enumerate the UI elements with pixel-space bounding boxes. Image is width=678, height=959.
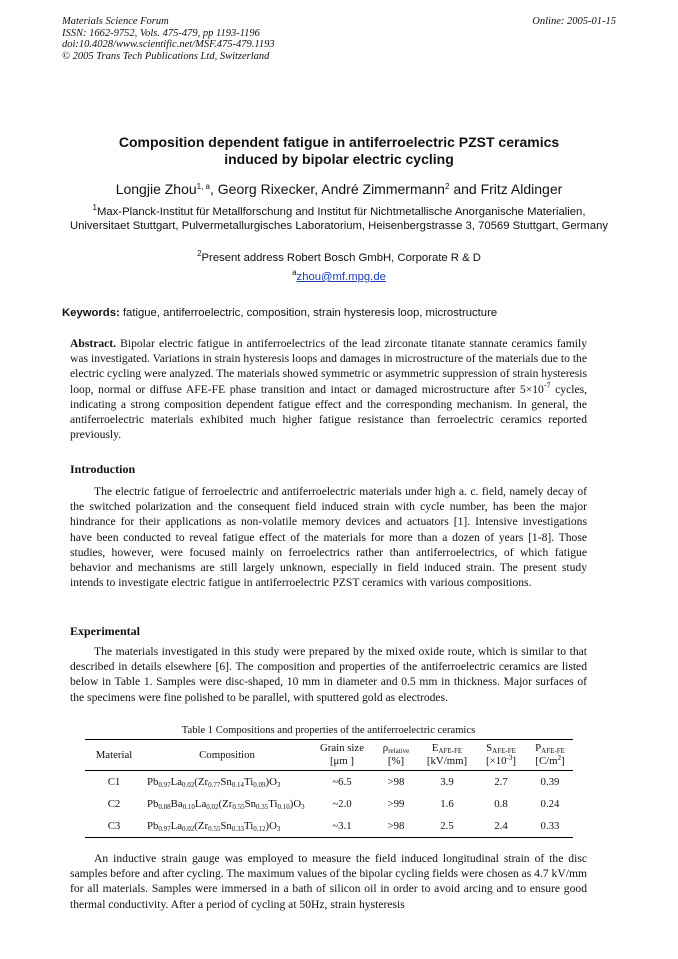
cell-composition [143,771,311,794]
cell-material: C2 [107,798,121,810]
formula-subscript: 0.88 [158,803,171,811]
affiliation-1-text: Max-Planck-Institut für Metallforschung and Institut für Nichtmetallische Anorganische Materialien, Universitaet Stuttgart, Pulvermetallurgisches Laboratorium, Heisenbergstrasse 3, 70569 Stuttgart, Germany [69,206,609,232]
formula-element: (Zr [194,776,209,788]
affiliation-2-text: Present address Robert Bosch GmbH, Corporate R & D [201,252,481,264]
experimental-paragraph: The materials investigated in this study were prepared by the mixed oxide route, which is similar to that described in details elsewhere [6]. The composition and properties of the antiferroelectric ceramics are listed below in Table 1. Samples were disc-shaped, 10 mm in diameter and 0.5 mm in thickness. Major surfaces of the specimens were fine polished to be parallel, with sputtered gold as electrodes. [70,645,587,704]
s-label [477,742,525,755]
doi-line: doi:10.4028/www.scientific.net/MSF.475-479.1193 [62,39,275,50]
cell-rho: >98 [387,776,405,788]
formula-subscript: 0.35 [256,803,269,811]
cell-rho: >99 [387,798,405,810]
rho-subscript: relative [388,747,410,755]
formula-element: Ti [244,776,254,788]
keywords [62,306,616,320]
formula-subscript: 0.02 [182,781,195,789]
copyright-line: © 2005 Trans Tech Publications Ltd, Switzerland [62,50,270,62]
abstract-text-1: Bipolar electric fatigue in antiferroelectrics of the lead zirconate titanate stannate ceramics family was investigated. Variations in strain hysteresis loops and damages in microstructure of the materials due to the electric cycling were analyzed. The materials showed symmetric or asymmetric suppression of strain hysteresis loop, normal or diffuse AFE-FE phase transition and intact or damaged microstructure after 5×10 [70,337,587,396]
formula-subscript: 0.14 [231,781,244,789]
keywords-text: fatigue, antiferroelectric, composition, strain hysteresis loop, microstructure [119,307,498,319]
abstract-exponent: -7 [543,380,551,390]
experimental-heading: Experimental [70,624,140,638]
rho-label [375,742,417,755]
introduction-paragraph: The electric fatigue of ferroelectric and antiferroelectric materials under high a. c. field, namely decay of the switched polarization and the consequent field induced strain with cycle number, has been the major hindrance for their applications as non-volatile memory devices and actuators [1]. Intensive investigations have been conducted to reveal fatigue effect of the materials for more than a dozen of years [1-8]. Those studies, however, were focused mainly on ferroelectrics rather than antiferroelectrics, of which fatigue behavior and mechanisms are still largely unknown, especially in field induced strain. The present study intends to investigate electric fatigue in antiferroelectric PZST ceramics with various compositions. [70,485,587,590]
paper-title [62,134,616,168]
formula-subscript: 0.97 [158,781,171,789]
col-grain-size [311,740,373,771]
p-unit-post: ] [561,755,565,767]
formula-element: (Zr [194,820,209,832]
e-symbol: E [431,742,439,754]
formula-element: Sn [244,798,256,810]
journal-name: Materials Science Forum [62,16,169,27]
formula-element: Ti [268,798,278,810]
cell-grain: ~2.0 [332,798,352,810]
col-field [419,740,475,771]
author-1-affiliation-mark: 1, a [196,182,210,191]
author-2-3: , Georg Rixecker, André Zimmermann [210,181,445,197]
keywords-label: Keywords: [62,307,120,319]
col-polarization [527,740,573,771]
title-line-1: Composition dependent fatigue in antiferroelectric PZST ceramics [118,134,560,150]
rho-unit: [%] [387,755,405,767]
cell-composition [143,815,311,838]
formula-subscript: 0.02 [206,803,219,811]
cell-e: 2.5 [419,815,475,838]
p-unit-exp: 2 [557,754,562,762]
s-subscript: AFE-FE [492,747,516,755]
p-unit-pre: [C/m [535,755,558,767]
formula-element: Pb [147,820,159,832]
issn-line: ISSN: 1662-9752, Vols. 475-479, pp 1193-1196 [62,27,260,39]
abstract [70,336,587,442]
affiliation-1 [62,205,616,233]
formula-element: Ti [244,820,254,832]
cell-material: C1 [107,776,121,788]
cell-e: 3.9 [440,776,454,788]
formula-element: Ba [170,798,183,810]
e-subscript: AFE-FE [438,747,463,755]
s-unit-exp: -3 [506,754,513,762]
online-date: Online: 2005-01-15 [532,16,616,27]
table-row [85,771,573,794]
formula-subscript: 0.97 [158,825,171,833]
email-link[interactable]: zhou@mf.mpg.de [296,271,386,283]
cell-grain: ~6.5 [332,776,352,788]
formula-subscript: 0.09 [253,781,266,789]
abstract-label: Abstract. [70,337,117,350]
formula-element: )O [265,776,277,788]
p-unit [529,755,571,768]
p-symbol: P [535,742,542,754]
formula-subscript: 3 [276,825,281,833]
s-unit [477,755,525,768]
col-density [373,740,419,771]
col-strain [475,740,527,771]
title-line-2: induced by bipolar electric cycling [224,151,454,167]
measurement-paragraph: An inductive strain gauge was employed to measure the field induced longitudinal strain of the disc samples before and after cycling. The maximum values of the bipolar cycling fields were chosen as 4.7 kV/mm for all materials. Samples were immersed in a bath of silicon oil in order to avoid arcing and to ensure good thermal conductivity. After a period of cycling at 50Hz, strain hysteresis [70,852,587,911]
formula-element: La [194,798,207,810]
formula-element: Pb [147,798,159,810]
formula-subscript: 0.77 [208,781,221,789]
p-label [529,742,571,755]
cell-s: 2.7 [494,776,508,788]
formula-element: Pb [147,776,159,788]
formula-subscript: 0.55 [208,825,221,833]
author-list [62,180,616,198]
cell-composition [143,793,311,815]
e-label [421,742,473,755]
table-row [85,793,573,815]
s-symbol: S [486,742,493,754]
grain-unit: [μm ] [329,755,355,767]
cell-p: 0.24 [540,798,560,810]
author-4: and Fritz Aldinger [449,181,563,197]
formula-element: )O [265,820,277,832]
table-caption: Table 1 Compositions and properties of the antiferroelectric ceramics [181,725,476,736]
formula-subscript: 3 [301,803,305,811]
p-subscript: AFE-FE [541,747,565,755]
cell-s: 0.8 [494,798,508,810]
formula-subscript: 0.55 [232,803,245,811]
cell-p: 0.33 [527,815,573,838]
formula-subscript: 0.02 [182,825,195,833]
formula-element: Sn [220,776,232,788]
affiliation-2 [62,251,616,265]
col-composition: Composition [143,740,311,771]
cell-rho: >98 [373,815,419,838]
cell-material: C3 [85,815,143,838]
formula-element: )O [289,798,302,810]
email-mark: a [292,268,297,277]
table-header-row [85,740,573,771]
author-1: Longjie Zhou [115,181,197,197]
author-3-affiliation-mark: 2 [444,182,450,191]
col-material: Material [85,740,143,771]
formula-element: La [170,820,183,832]
affiliation-1-mark: 1 [92,203,97,212]
cell-grain: ~3.1 [311,815,373,838]
cell-e: 1.6 [440,798,454,810]
s-unit-pre: [×10 [486,755,507,767]
formula-subscript: 0.33 [231,825,244,833]
properties-table [85,739,573,838]
rho-symbol: ρ [382,742,389,754]
abstract-text-2: cycles, indicating a strong composition dependent fatigue effect and the corresponding mechanism. In general, the antiferroelectric materials exhibited much higher fatigue resistance than ferroelectric ceramics reported previously. [70,382,587,442]
formula-subscript: 0.10 [277,803,290,811]
formula-element: Sn [220,820,232,832]
email-line [62,270,616,284]
affiliation-2-mark: 2 [197,249,202,258]
formula-element: La [170,776,183,788]
formula-subscript: 0.10 [182,803,195,811]
formula-subscript: 0.12 [253,825,266,833]
journal-header [62,16,616,62]
table-row [85,815,573,838]
introduction-heading: Introduction [70,462,136,476]
cell-s: 2.4 [475,815,527,838]
e-unit: [kV/mm] [426,755,468,767]
cell-p: 0.39 [540,776,560,788]
formula-element: (Zr [218,798,233,810]
formula-subscript: 3 [276,781,281,789]
grain-label: Grain size [319,742,365,754]
s-unit-post: ] [512,755,516,767]
